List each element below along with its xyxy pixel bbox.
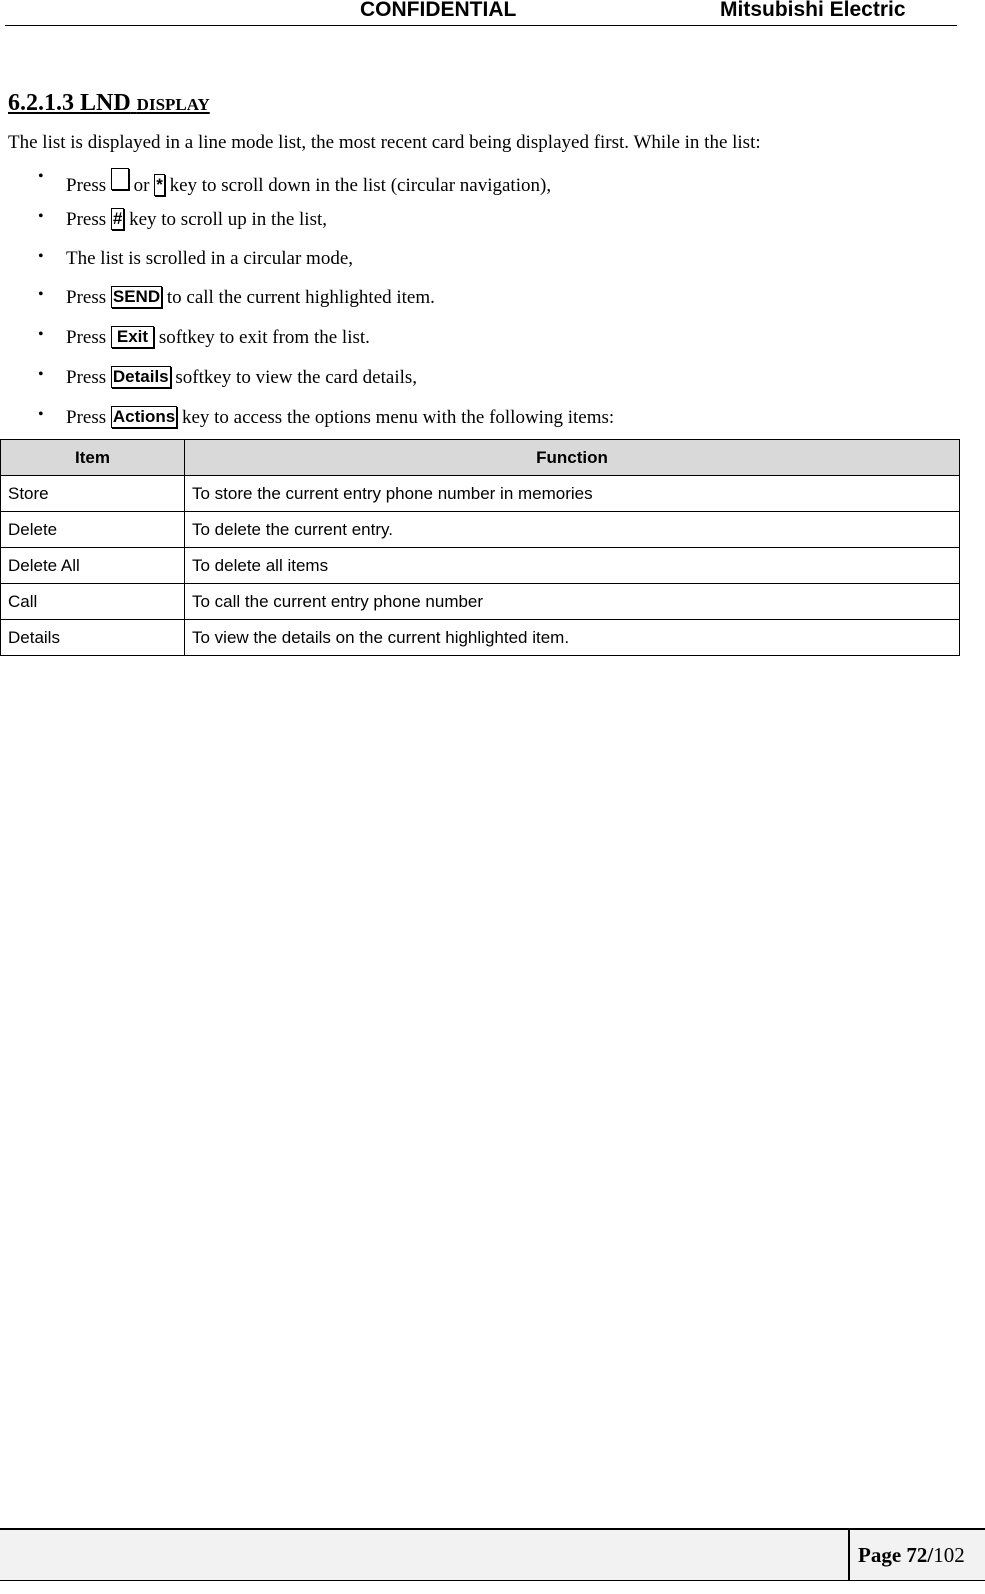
key-exit: Exit <box>111 326 154 348</box>
confidential-label: CONFIDENTIAL <box>360 0 517 21</box>
bullet-icon: • <box>38 248 44 265</box>
item-cell: Delete <box>1 512 185 548</box>
column-header-function: Function <box>185 440 960 476</box>
key-hash: # <box>112 209 123 228</box>
column-header-item: Item <box>1 440 185 476</box>
table-row <box>1 584 960 620</box>
item-cell: Call <box>1 584 185 620</box>
key-blank <box>111 168 129 190</box>
options-table <box>0 439 960 656</box>
table-header-row <box>1 440 960 476</box>
item-cell: Delete All <box>1 548 185 584</box>
bullet-icon: • <box>38 168 44 185</box>
bullet-icon: • <box>38 406 44 423</box>
page-number: Page 72/102 <box>858 1543 965 1567</box>
item-cell: Store <box>1 476 185 512</box>
table-row <box>1 512 960 548</box>
bullet-icon: • <box>38 366 44 383</box>
table-row <box>1 620 960 656</box>
bullet-icon: • <box>38 208 44 225</box>
key-actions: Actions <box>112 407 176 426</box>
table-row <box>1 548 960 584</box>
section-heading <box>8 90 210 117</box>
intro-paragraph: The list is displayed in a line mode list, the most recent card being displayed first. While in the list: <box>8 132 761 153</box>
bullet-icon: • <box>38 326 44 343</box>
section-number: 6.2.1.3 <box>8 90 74 116</box>
page-footer <box>0 1528 985 1581</box>
function-cell: To delete all items <box>185 548 960 584</box>
company-name: Mitsubishi Electric <box>720 0 906 21</box>
section-title-small: DISPLAY <box>136 95 210 114</box>
footer-divider <box>848 1530 850 1580</box>
key-star: * <box>156 175 163 194</box>
table-row <box>1 476 960 512</box>
function-cell: To delete the current entry. <box>185 512 960 548</box>
function-cell: To view the details on the current highlighted item. <box>185 620 960 656</box>
function-cell: To call the current entry phone number <box>185 584 960 620</box>
item-cell: Details <box>1 620 185 656</box>
key-details: Details <box>112 367 169 386</box>
section-title: LND <box>80 90 131 116</box>
bullet-icon: • <box>38 286 44 303</box>
key-send: SEND <box>112 287 161 306</box>
function-cell: To store the current entry phone number in memories <box>185 476 960 512</box>
page-header <box>5 0 957 26</box>
